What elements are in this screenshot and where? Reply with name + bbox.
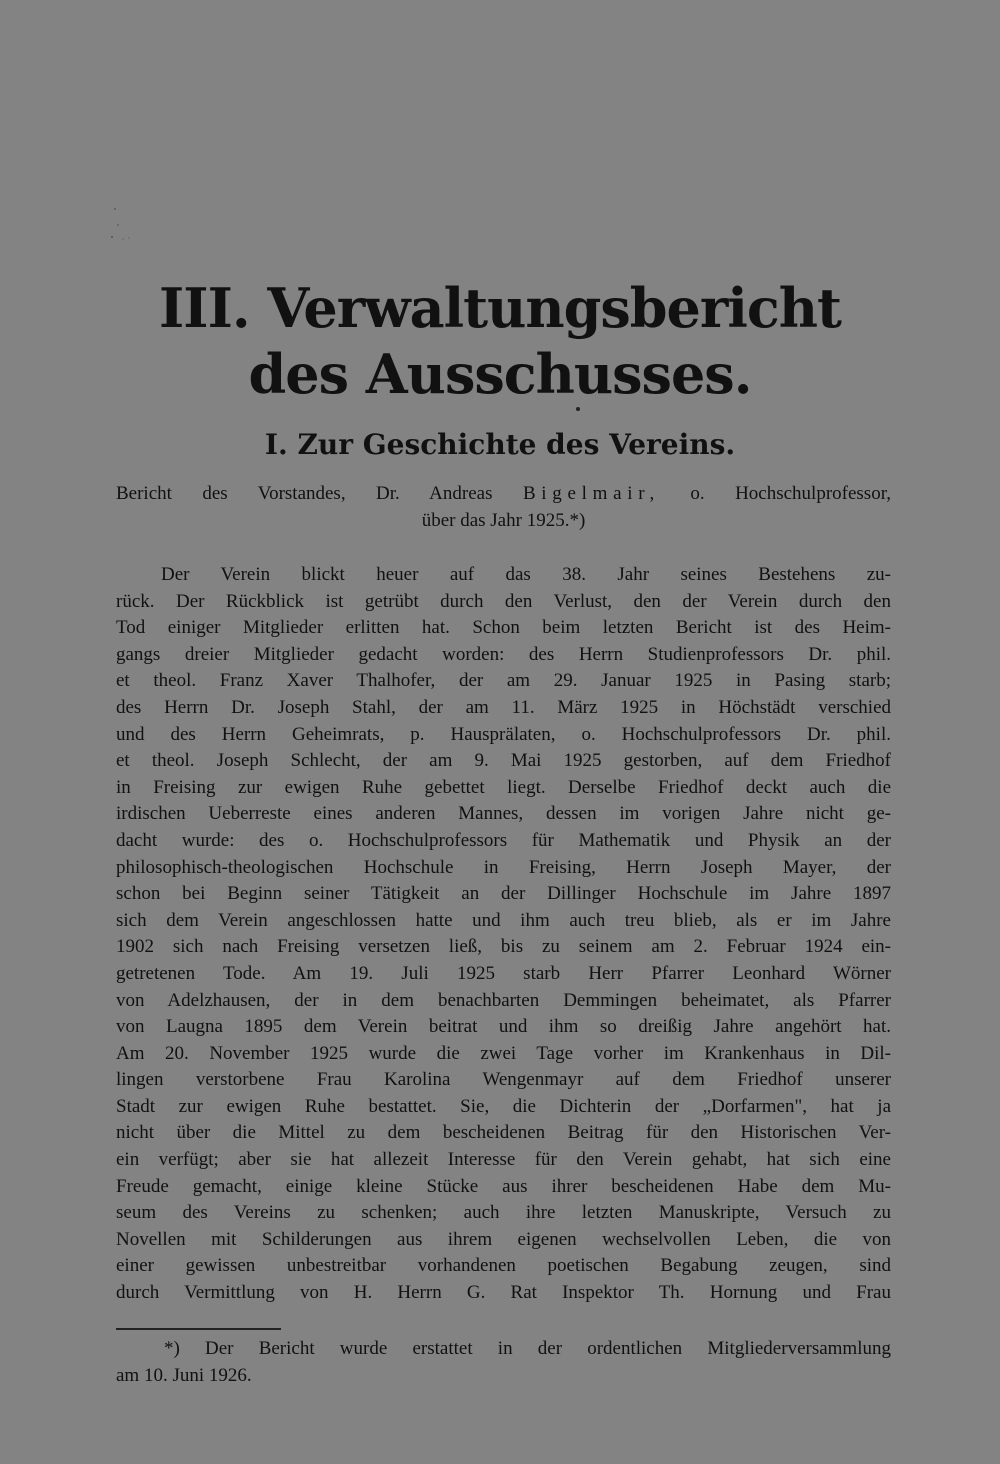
footnote-line1: *) Der Bericht wurde erstattet in der ordentlichen Mitgliederversammlung bbox=[164, 1338, 891, 1359]
body-line: in Freising zur ewigen Ruhe gebettet liegt. Derselbe Friedhof deckt auch die bbox=[116, 776, 891, 798]
body-line: von Laugna 1895 dem Verein beitrat und ihm so dreißig Jahre angehört hat. bbox=[116, 1016, 891, 1038]
body-line: irdischen Ueberreste eines anderen Mannes, dessen im vorigen Jahre nicht ge- bbox=[116, 803, 891, 825]
byline-suffix: o. Hochschulprofessor, bbox=[690, 483, 892, 504]
body-line: getretenen Tode. Am 19. Juli 1925 starb Herr Pfarrer Leonhard Wörner bbox=[116, 962, 891, 984]
body-line: von Adelzhausen, der in dem benachbarten Demmingen beheimatet, als Pfarrer bbox=[116, 989, 891, 1011]
body-line: einer gewissen unbestreitbar vorhandenen poetischen Begabung zeugen, sind bbox=[116, 1255, 891, 1277]
body-line: Der Verein blickt heuer auf das 38. Jahr seines Bestehens zu- bbox=[161, 564, 891, 585]
body-line: Am 20. November 1925 wurde die zwei Tage vorher im Krankenhaus in Dil- bbox=[116, 1042, 891, 1064]
body-line: et theol. Joseph Schlecht, der am 9. Mai 1925 gestorben, auf dem Friedhof bbox=[116, 750, 891, 772]
body-line: Tod einiger Mitglieder erlitten hat. Schon beim letzten Bericht ist des Heim- bbox=[116, 617, 891, 639]
byline-line1 bbox=[116, 480, 891, 507]
body-line: und des Herrn Geheimrats, p. Hausprälaten, o. Hochschulprofessors Dr. phil. bbox=[116, 723, 891, 745]
body-text bbox=[116, 562, 891, 1307]
body-line: seum des Vereins zu schenken; auch ihre letzten Manuskripte, Versuch zu bbox=[116, 1202, 891, 1224]
body-line: des Herrn Dr. Joseph Stahl, der am 11. März 1925 in Höchstädt verschied bbox=[116, 696, 891, 718]
footnote bbox=[116, 1336, 891, 1389]
body-line: nicht über die Mittel zu dem bescheidenen Beitrag für den Historischen Ver- bbox=[116, 1122, 891, 1144]
footnote-line2: am 10. Juni 1926. bbox=[116, 1364, 252, 1386]
body-line: Novellen mit Schilderungen aus ihrem eigenen wechselvollen Leben, die von bbox=[116, 1228, 891, 1250]
body-line: durch Vermittlung von H. Herrn G. Rat Inspektor Th. Hornung und Frau bbox=[116, 1282, 891, 1304]
body-line: Freude gemacht, einige kleine Stücke aus ihrer bescheidenen Habe dem Mu- bbox=[116, 1175, 891, 1197]
footnote-rule bbox=[116, 1328, 281, 1330]
body-line: Stadt zur ewigen Ruhe bestattet. Sie, die Dichterin der „Dorfarmen", hat ja bbox=[116, 1095, 891, 1117]
byline-line2: über das Jahr 1925.*) bbox=[421, 510, 586, 531]
byline bbox=[116, 480, 891, 534]
body-line: rück. Der Rückblick ist getrübt durch den Verlust, den der Verein durch den bbox=[116, 590, 891, 612]
scan-dot bbox=[576, 407, 580, 411]
body-line: ein verfügt; aber sie hat allezeit Interesse für den Verein gehabt, hat sich eine bbox=[116, 1149, 891, 1171]
body-line: philosophisch-theologischen Hochschule in Freising, Herrn Joseph Mayer, der bbox=[116, 856, 891, 878]
body-line: schon bei Beginn seiner Tätigkeit an der Dillinger Hochschule im Jahre 1897 bbox=[116, 883, 891, 905]
body-line: sich dem Verein angeschlossen hatte und ihm auch treu blieb, als er im Jahre bbox=[116, 909, 891, 931]
byline-author-name: Bigelmair, bbox=[522, 483, 660, 504]
main-title-line1: III. Verwaltungsbericht bbox=[159, 276, 841, 340]
section-title: I. Zur Geschichte des Vereins. bbox=[264, 428, 736, 461]
body-line: gangs dreier Mitglieder gedacht worden: des Herrn Studienprofessors Dr. phil. bbox=[116, 643, 891, 665]
scan-specks bbox=[105, 205, 135, 250]
body-line: 1902 sich nach Freising versetzen ließ, bis zu seinem am 2. Februar 1924 ein- bbox=[116, 936, 891, 958]
body-line: et theol. Franz Xaver Thalhofer, der am 29. Januar 1925 in Pasing starb; bbox=[116, 670, 891, 692]
byline-prefix: Bericht des Vorstandes, Dr. Andreas bbox=[116, 483, 493, 504]
body-line: dacht wurde: des o. Hochschulprofessors für Mathematik und Physik an der bbox=[116, 829, 891, 851]
main-title bbox=[150, 275, 850, 407]
main-title-line2: des Ausschusses. bbox=[248, 342, 752, 406]
body-line: lingen verstorbene Frau Karolina Wengenmayr auf dem Friedhof unserer bbox=[116, 1069, 891, 1091]
